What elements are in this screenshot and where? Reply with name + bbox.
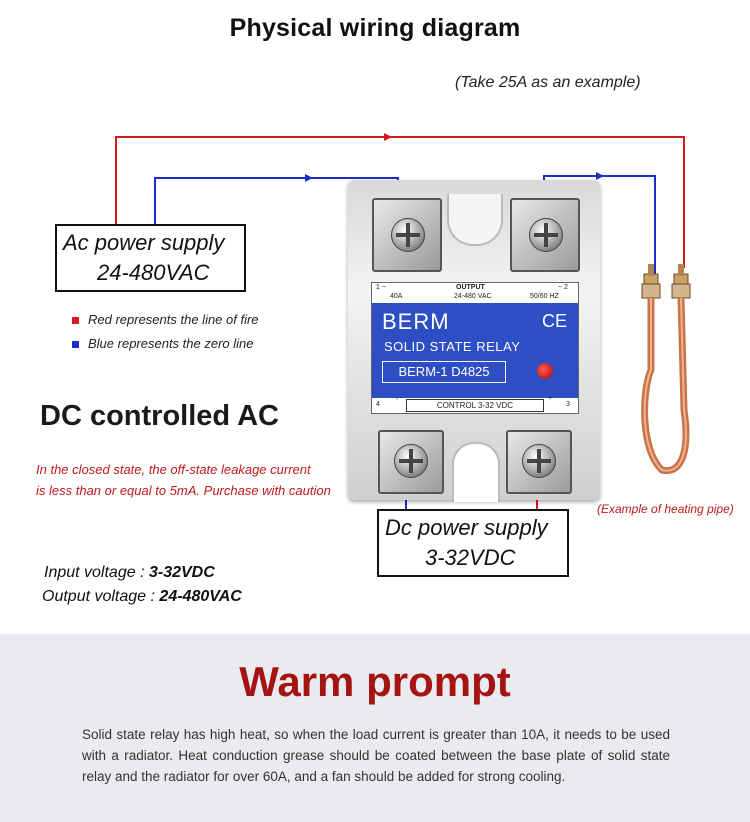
relay-bottom-strip bbox=[372, 395, 578, 413]
screw-icon bbox=[522, 444, 556, 478]
dc-controlled-heading: DC controlled AC bbox=[40, 400, 279, 432]
heating-pipe-note: (Example of heating pipe) bbox=[597, 502, 734, 516]
voltage-label: 24-480 VAC bbox=[454, 293, 492, 300]
legend-blue-text: Blue represents the zero line bbox=[88, 336, 254, 351]
output-label: OUTPUT bbox=[456, 284, 485, 291]
red-square-icon bbox=[72, 317, 79, 324]
relay-blue-panel bbox=[372, 303, 578, 398]
heating-pipe-icon bbox=[632, 260, 702, 482]
pin2-label: ~ 2 bbox=[558, 284, 568, 291]
leakage-note-line2: is less than or equal to 5mA. Purchase with caution bbox=[36, 483, 331, 498]
screw-icon bbox=[391, 218, 425, 252]
ac-supply-voltage: 24-480VAC bbox=[97, 260, 210, 285]
fire-line-arrow bbox=[384, 133, 392, 141]
terminal-4 bbox=[378, 430, 444, 494]
warm-prompt-section bbox=[0, 634, 750, 822]
relay-subtitle: SOLID STATE RELAY bbox=[384, 339, 521, 354]
screw-icon bbox=[529, 218, 563, 252]
legend-red-text: Red represents the line of fire bbox=[88, 312, 259, 327]
pin3-label: 3 bbox=[566, 401, 570, 408]
legend-red bbox=[72, 312, 259, 327]
ac-power-supply-box bbox=[55, 224, 246, 292]
example-note: (Take 25A as an example) bbox=[455, 74, 641, 91]
output-voltage-value: 24-480VAC bbox=[159, 588, 242, 605]
relay-model: BERM-1 D4825 bbox=[382, 361, 506, 383]
plus-label: + bbox=[548, 395, 553, 402]
output-voltage-label: Output voltage : bbox=[42, 588, 155, 605]
ce-mark: CE bbox=[542, 311, 568, 331]
minus-label: - bbox=[396, 396, 399, 403]
zero-line-arrow-left bbox=[305, 174, 313, 182]
solid-state-relay bbox=[348, 180, 600, 500]
dc-supply-label: Dc power supply bbox=[385, 515, 548, 540]
blue-square-icon bbox=[72, 341, 79, 348]
mounting-hole-bottom bbox=[452, 442, 500, 502]
pin4-label: 4 bbox=[376, 401, 380, 408]
terminal-2 bbox=[510, 198, 580, 272]
leakage-note bbox=[36, 459, 331, 501]
screw-icon bbox=[394, 444, 428, 478]
ac-supply-label: Ac power supply bbox=[63, 230, 225, 255]
frequency-label: 50/60 HZ bbox=[530, 293, 559, 300]
indicator-led-icon bbox=[537, 363, 553, 379]
mounting-hole-top bbox=[447, 194, 503, 246]
legend-blue bbox=[72, 336, 253, 351]
input-voltage-value: 3-32VDC bbox=[148, 564, 215, 581]
rating-label: 40A bbox=[390, 293, 403, 300]
warm-prompt-title: Warm prompt bbox=[239, 658, 511, 705]
relay-top-strip bbox=[372, 283, 578, 303]
relay-brand: BERM bbox=[382, 309, 450, 334]
input-voltage-spec bbox=[44, 564, 215, 582]
leakage-note-line1: In the closed state, the off-state leakage current bbox=[36, 462, 311, 477]
zero-line-arrow-right bbox=[596, 172, 604, 180]
pin1-label: 1 ~ bbox=[376, 284, 386, 291]
relay-label-plate bbox=[371, 282, 579, 414]
terminal-1 bbox=[372, 198, 442, 272]
output-voltage-spec bbox=[42, 588, 242, 606]
terminal-3 bbox=[506, 430, 572, 494]
input-voltage-label: Input voltage : bbox=[44, 564, 145, 581]
control-label: CONTROL 3-32 VDC bbox=[406, 399, 544, 412]
warm-prompt-text: Solid state relay has high heat, so when the load current is greater than 10A, it needs to be used with a radiator. Heat conduction grease should be coated between the base plate of solid state relay and the radiator for over 60A, and a fan should be added for strong cooling. bbox=[82, 727, 670, 784]
page-title: Physical wiring diagram bbox=[229, 14, 521, 42]
dc-power-supply-box bbox=[377, 509, 569, 577]
dc-supply-voltage: 3-32VDC bbox=[425, 545, 516, 570]
